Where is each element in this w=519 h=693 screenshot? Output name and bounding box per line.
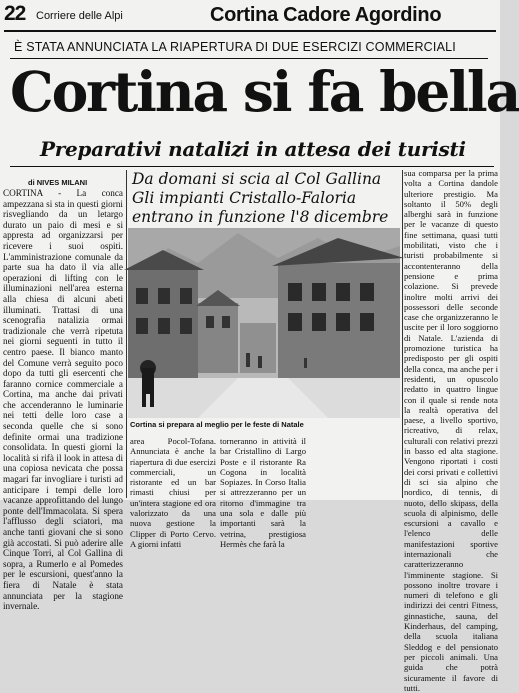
street-photo bbox=[128, 228, 400, 418]
subheadline: Preparativi natalizi in attesa dei turisti bbox=[40, 137, 466, 161]
deck-line: Gli impianti Cristallo-Faloria bbox=[132, 189, 357, 207]
body-column-3: sua comparsa per la prima volta a Cortina dandole ulteriore prestigio. Ma soltanto il 50% degli alberghi sarà in funzione per le vacanze di questo fine settimana, quasi tutti mobilitati, visto che i turisti probabilmente si accontenteranno della pensione e prima colazione. Si prevede inoltre molti arrivi dei possessori delle seconde case che organizzeranno le uscite per il loro soggiorno di Natale. L'azienda di promozione turistica ha predisposto per gli ospiti della conca, ma anche per i residenti, un opuscolo redatto in quattro lingue con il quale si rende nota la realtà operativa del paese, a livello sportivo, ricreativo, di relax, culturali con relativi prezzi in basso ed alta stagione. Vengono riportati i costi dei corsi privati e collettivi di sci sia alpino che nordico, di tennis, di nuoto, dello skipass, della scuola di alpinismo, delle escursioni a cavallo e l'elenco delle manifestazioni sportive internazionali che caratterizzeranno l'imminente stagione. Si possono inoltre trovare i numeri di telefono e gli indirizzi dei centri Fitness, ginnastiche, sauna, del Kinderhaus, del camping, della scuola italiana Sleddog e del pensionato per piccoli animali. Una guida che potrà sicuramente il favore di tutti. bbox=[404, 168, 498, 693]
column-divider bbox=[402, 170, 403, 498]
deck-line: entrano in funzione l'8 dicembre bbox=[132, 208, 389, 226]
subhead-rule bbox=[10, 166, 494, 167]
body-column-bottom-3 bbox=[312, 436, 400, 500]
header-rule bbox=[4, 30, 496, 32]
kicker: È STATA ANNUNCIATA LA RIAPERTURA DI DUE ESERCIZI COMMERCIALI bbox=[14, 40, 456, 54]
page-number: 22 bbox=[4, 2, 26, 25]
page-header bbox=[0, 0, 500, 30]
cortina-street-photo-illustration bbox=[128, 228, 400, 418]
column-divider bbox=[126, 170, 127, 498]
publication-name: Corriere delle Alpi bbox=[36, 10, 123, 22]
section-title: Cortina Cadore Agordino bbox=[210, 4, 442, 26]
body-column-bottom-1: area Pocol-Tofana. Annunciata è anche la riapertura di due esercizi commerciali, un ristorante ed un bar rimasti chiusi per un'intera stagione ed ora valorizzato da una nuova gestione la Clipper di Porto Cervo. A giorni infatti bbox=[130, 436, 216, 549]
headline: Cortina si fa bella bbox=[10, 59, 519, 124]
byline: di NIVES MILANI bbox=[28, 178, 88, 187]
deck bbox=[132, 170, 402, 227]
body-column-bottom-2: torneranno in attività il bar Cristallino di Largo Poste e il ristorante Ra Cogona in località Sopiazes. In Corso Italia si attrezzeranno per un ritorno d'immagine tra una sola e dalle più importanti sarà la vetrina, prestigiosa Hermès che farà la bbox=[220, 436, 306, 549]
deck-line: Da domani si scia al Col Gallina bbox=[132, 170, 382, 188]
body-column-1: CORTINA - La conca ampezzana si sta in questi giorni risvegliando da un letargo durato un paio di mesi e si appresta ad organizzarsi per ricevere i suoi ospiti. L'amministrazione comunale da parte sua ha dato il via alle operazioni di lifting con le illuminazioni nell'area esterna alla chiesa di alcuni abeti illuminati. Trattasi di una scenografia natalizia ormai tradizionale che verrà ripetuta nei giorni seguenti in tutto il centro paese. Il bianco manto del Comune verrà seguito poco dopo da tutti gli esercenti che faranno cornice commerciale a Cortina, ma anche dai privati che accenderanno le luminarie nei tetti delle loro case a seconda quelle che si sono definite ormai una tradizione consolidata. In questi giorni la località si rifà il look in attesa di una copiosa nevicata che possa magari far invogliare i turisti ad anticipare i tempi delle loro vacanze approfittando del lungo ponte dell'Immacolata. Si spera l'afflusso degli sciatori, ma anche tanti giovani che si sono già accostati. Si può aderire alle Cinque Torri, al Col Gallina di sopra, a Rumerlo e al Pomedes per le escursioni, quest'anno la fiera di Natale è stata annunciata per la stagione invernale. bbox=[3, 188, 123, 612]
photo-caption: Cortina si prepara al meglio per le feste di Natale bbox=[130, 420, 304, 429]
